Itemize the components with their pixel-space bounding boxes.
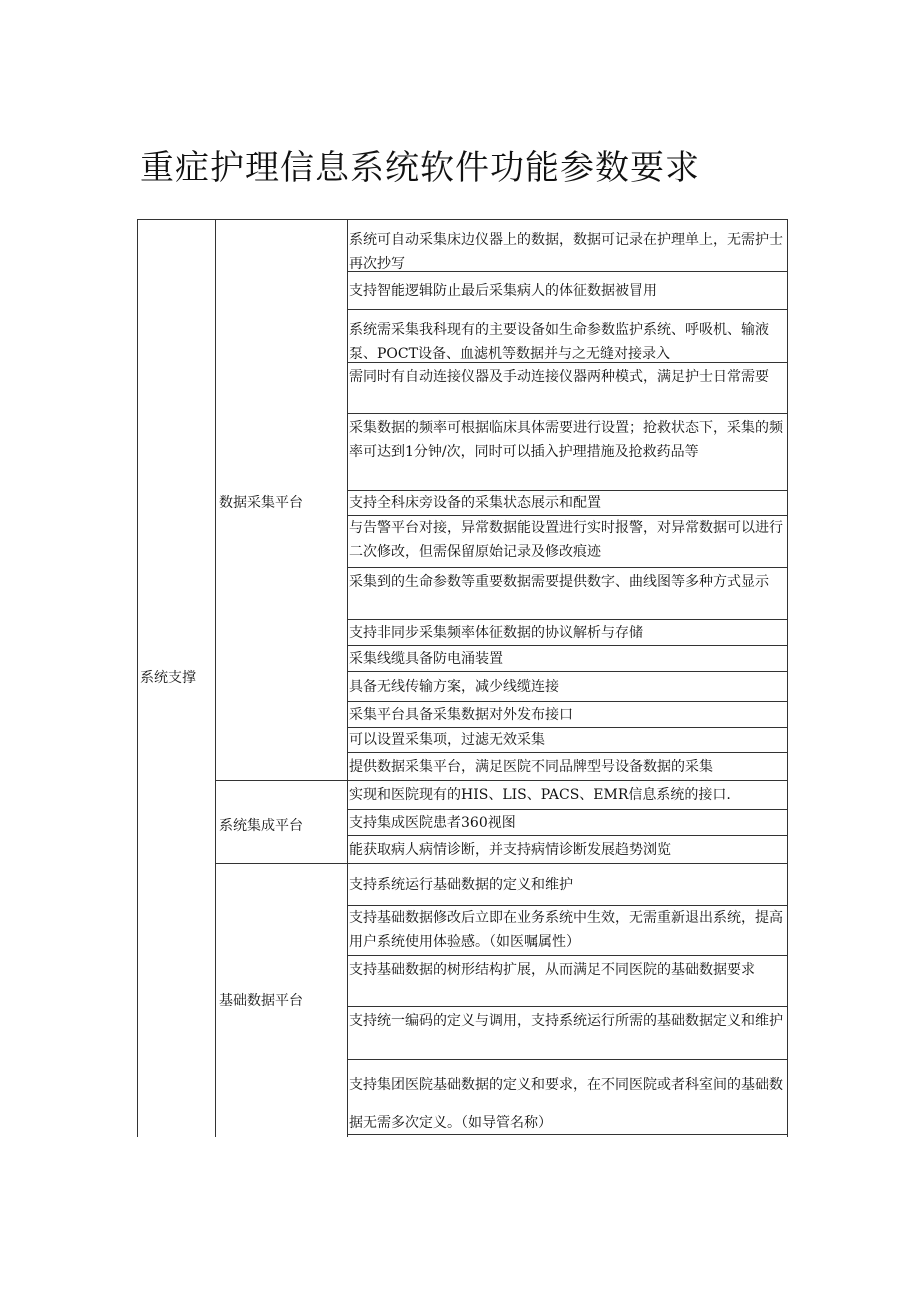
requirement-cell: [349, 363, 786, 415]
requirement-cell: [349, 702, 786, 727]
column-divider-2: [347, 219, 348, 1137]
section-divider-2: [215, 863, 348, 864]
requirement-cell: [349, 781, 786, 809]
requirement-text: 系统需采集我科现有的主要设备如生命参数监护系统、呼吸机、输液泵、POCT设备、血滤机等数据并与之无缝对接录入: [349, 322, 769, 362]
requirement-text: 系统可自动采集床边仪器上的数据，数据可记录在护理单上，无需护士再次抄写: [349, 232, 783, 272]
requirement-cell: [349, 414, 786, 492]
requirement-text: 需同时有自动连接仪器及手动连接仪器两种模式，满足护士日常需要: [349, 369, 769, 385]
requirement-text: 与告警平台对接，异常数据能设置进行实时报警，对异常数据可以进行二次修改，但需保留原始记录及修改痕迹: [349, 520, 783, 560]
requirements-table: [137, 219, 788, 1137]
requirement-text: 可以设置采集项，过滤无效采集: [349, 732, 545, 748]
requirement-text: 采集到的生命参数等重要数据需要提供数字、曲线图等多种方式显示: [349, 574, 769, 590]
requirement-cell: [349, 272, 786, 309]
requirement-text: 采集平台具备采集数据对外发布接口: [349, 706, 573, 723]
requirement-cell: [349, 568, 786, 621]
requirement-cell: [349, 810, 786, 835]
requirement-cell: [349, 491, 786, 515]
requirement-text: 提供数据采集平台，满足医院不同品牌型号设备数据的采集: [349, 758, 713, 775]
section-label-base-data: 基础数据平台: [219, 993, 303, 1009]
requirement-cell: [349, 836, 786, 863]
page-title: 重症护理信息系统软件功能参数要求: [140, 148, 700, 188]
requirement-text: 采集数据的频率可根据临床具体需要进行设置；抢救状态下，采集的频率可达到1分钟/次，同时可以插入护理措施及抢救药品等: [349, 420, 783, 460]
requirement-cell: [349, 1060, 786, 1140]
requirement-cell: [349, 310, 786, 370]
requirement-text: 实现和医院现有的HIS、LIS、PACS、EMR信息系统的接口.: [349, 787, 731, 803]
requirement-text: 支持全科床旁设备的采集状态展示和配置: [349, 495, 601, 511]
requirement-text: 支持非同步采集频率体征数据的协议解析与存储: [349, 624, 643, 641]
requirement-text: 能获取病人病情诊断，并支持病情诊断发展趋势浏览: [349, 841, 671, 858]
requirement-text: 支持基础数据修改后立即在业务系统中生效，无需重新退出系统，提高用户系统使用体验感。（如医嘱属性）: [349, 910, 783, 950]
requirement-cell: [349, 646, 786, 671]
category-label: 系统支撑: [140, 670, 196, 686]
requirement-text: 支持基础数据的树形结构扩展，从而满足不同医院的基础数据要求: [349, 962, 755, 978]
requirement-cell: [349, 516, 786, 567]
requirement-cell: [349, 906, 786, 955]
section-label-system-integration: 系统集成平台: [219, 818, 303, 834]
requirement-cell: [349, 864, 786, 905]
requirement-cell: [349, 1007, 786, 1061]
requirement-cell: [349, 672, 786, 701]
table-border-left: [137, 219, 138, 1137]
requirement-cell: [349, 728, 786, 752]
requirement-text: 支持统一编码的定义与调用，支持系统运行所需的基础数据定义和维护: [349, 1013, 783, 1029]
section-label-data-collection: 数据采集平台: [219, 495, 303, 511]
table-border-right: [787, 219, 788, 1137]
section-divider-1: [215, 780, 348, 781]
requirement-text: 支持集成医院患者360视图: [349, 814, 516, 831]
requirement-cell: [349, 620, 786, 645]
requirement-cell: [349, 956, 786, 1008]
requirement-text: 支持集团医院基础数据的定义和要求，在不同医院或者科室间的基础数据无需多次定义。（如导管名称）: [349, 1077, 783, 1131]
requirement-cell: [349, 753, 786, 780]
requirement-cell: [349, 220, 786, 279]
requirement-text: 支持智能逻辑防止最后采集病人的体征数据被冒用: [349, 282, 657, 299]
column-divider-1: [215, 219, 216, 1137]
requirement-text: 具备无线传输方案，减少线缆连接: [349, 678, 559, 695]
requirement-text: 支持系统运行基础数据的定义和维护: [349, 876, 573, 893]
requirement-text: 采集线缆具备防电涌装置: [349, 650, 503, 667]
